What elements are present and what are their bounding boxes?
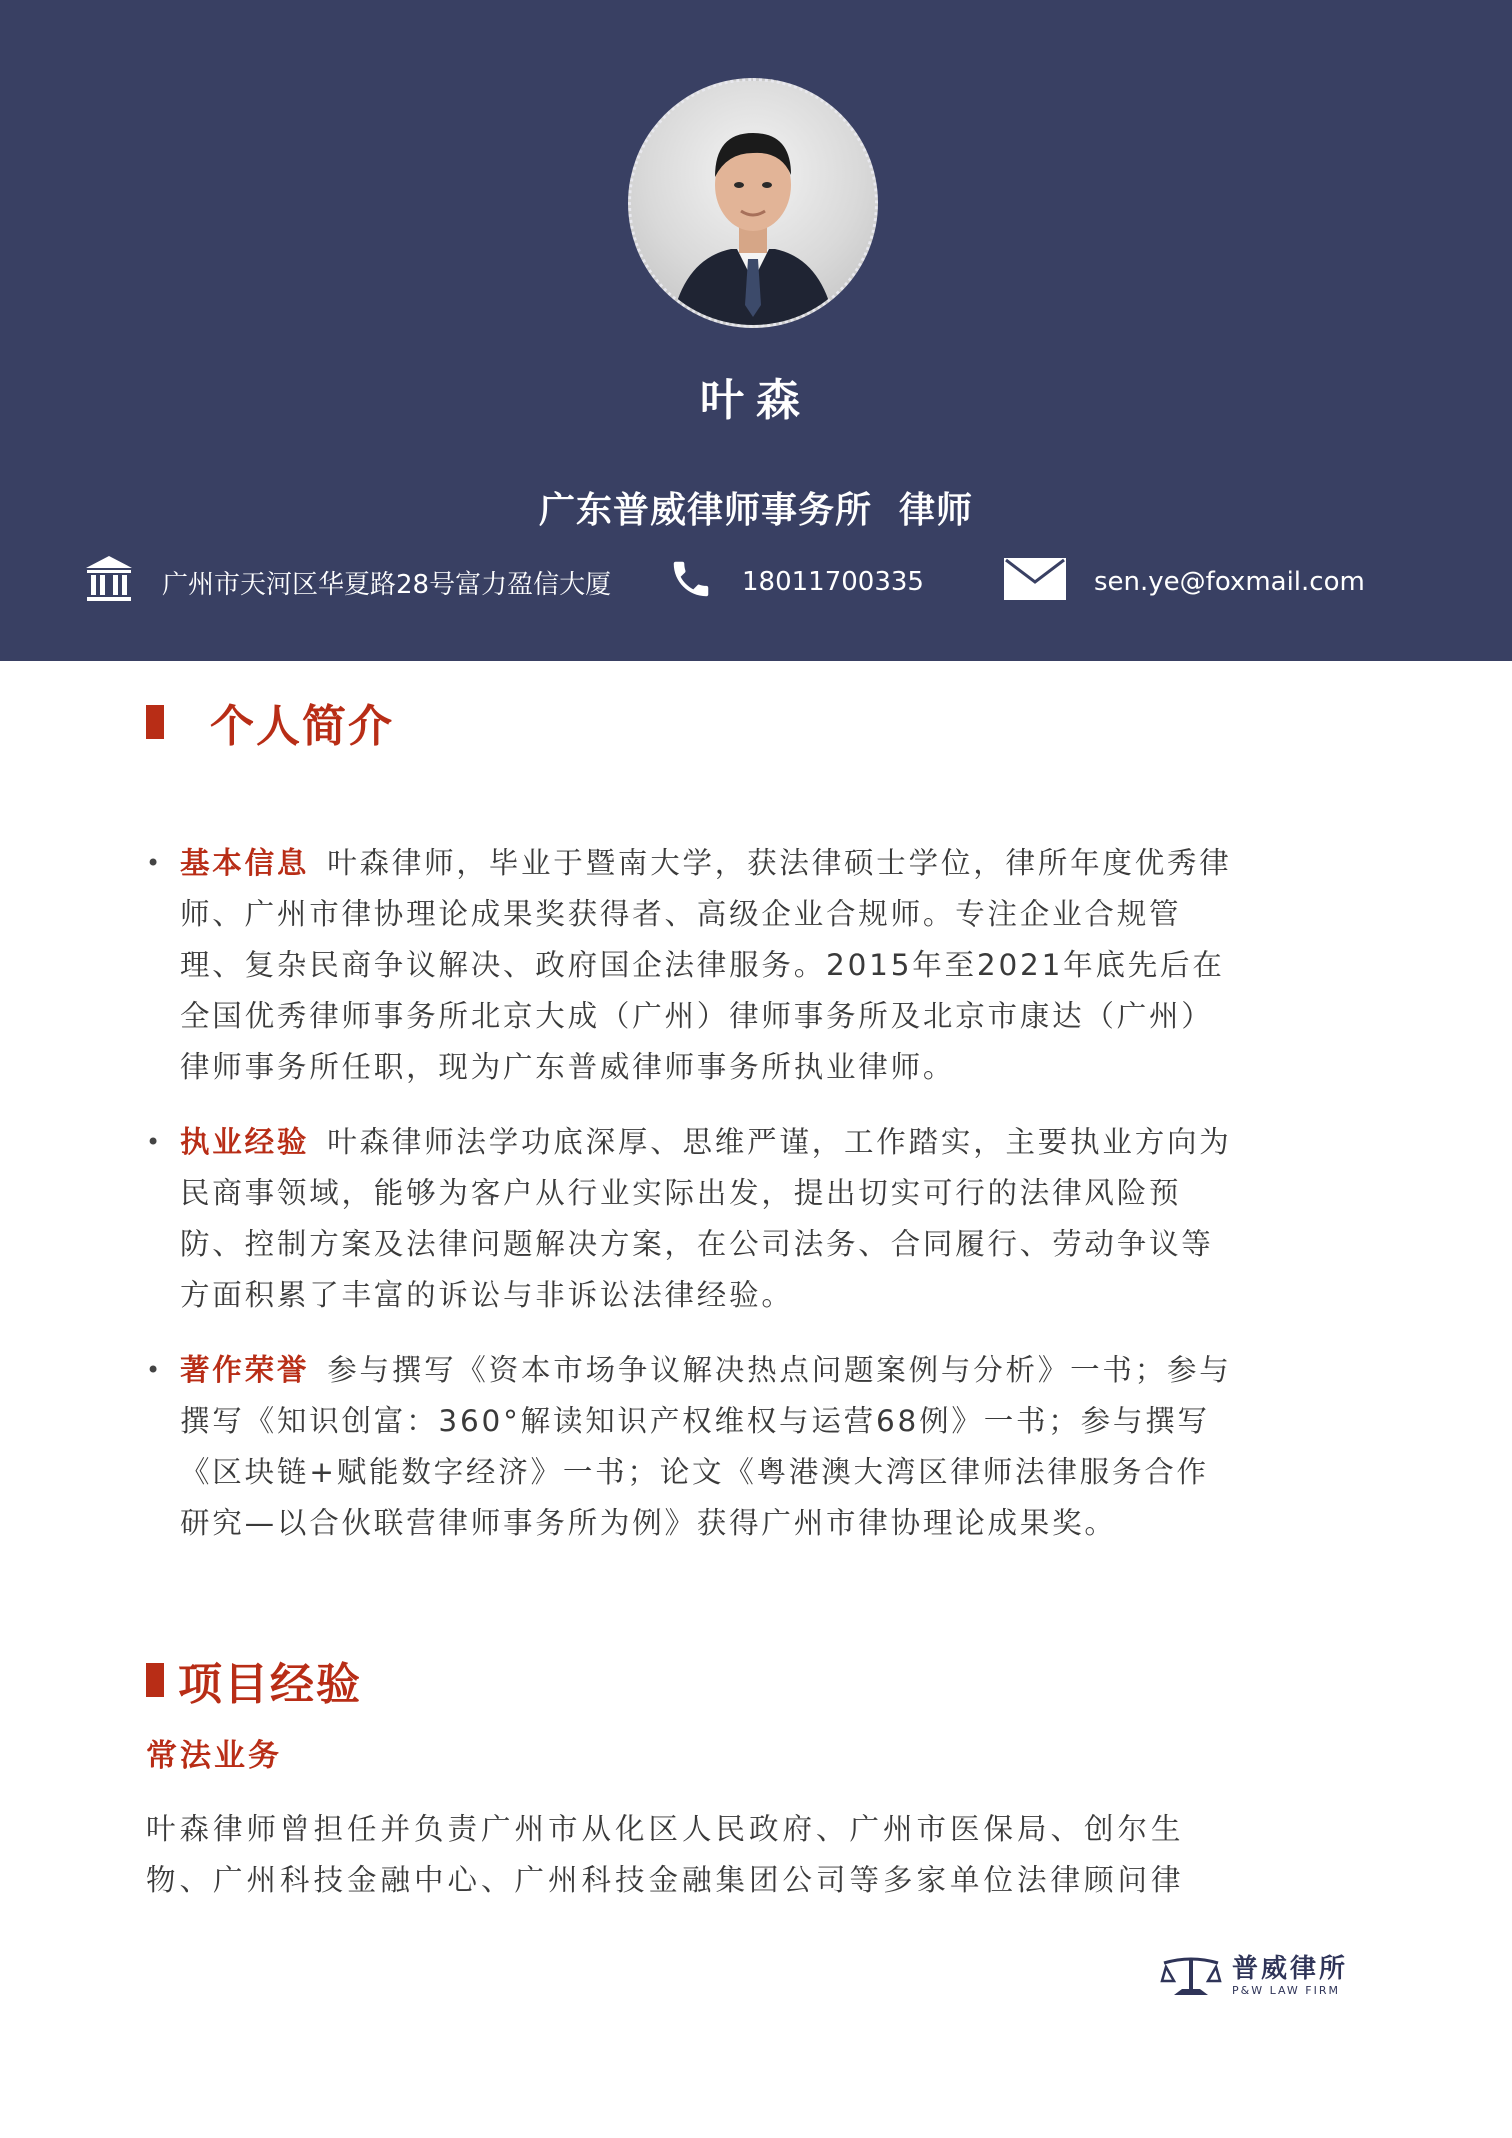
bullet-text: 参与撰写《资本市场争议解决热点问题案例与分析》一书；参与撰写《知识创富：360°解读知识产权维权与运营68例》一书；参与撰写《区块链+赋能数字经济》一书；论文《粤港澳大湾区律师法律服务合作研究—以合伙联营律师事务所为例》获得广州市律协理论成果奖。 xyxy=(180,1353,1232,1540)
bank-building-icon xyxy=(84,554,134,611)
intro-list xyxy=(146,838,1236,1573)
bullet-label: 基本信息 xyxy=(180,846,310,880)
bullet-text: 叶森律师法学功底深厚、思维严谨，工作踏实，主要执业方向为民商事领域，能够为客户从行业实际出发，提出切实可行的法律风险预防、控制方案及法律问题解决方案，在公司法务、合同履行、劳动争议等方面积累了丰富的诉讼与非诉讼法律经验。 xyxy=(180,1125,1232,1312)
list-item xyxy=(146,1117,1236,1321)
section-marker xyxy=(146,705,164,739)
email-link[interactable]: sen.ye@foxmail.com xyxy=(1094,567,1365,597)
firm-title: 广东普威律师事务所 律师 xyxy=(538,490,974,531)
subhead-retainer: 常法业务 xyxy=(146,1738,282,1774)
phone-icon xyxy=(668,556,714,609)
logo-chinese: 普威律所 xyxy=(1232,1954,1349,1984)
contact-phone xyxy=(668,550,924,614)
phone-text[interactable]: 18011700335 xyxy=(742,567,924,597)
envelope-icon xyxy=(1004,558,1066,607)
section-header-intro xyxy=(146,690,394,754)
section-title-projects: 项目经验 xyxy=(178,1659,362,1710)
bullet-label: 执业经验 xyxy=(180,1125,310,1159)
firm-logo xyxy=(1160,1953,1348,1999)
address-text: 广州市天河区华夏路28号富力盈信大厦 xyxy=(162,569,612,600)
section-marker xyxy=(146,1663,164,1697)
bullet-label: 著作荣誉 xyxy=(180,1353,310,1387)
logo-english: P&W LAW FIRM xyxy=(1232,1984,1340,1997)
contact-address xyxy=(84,550,611,614)
profile-name: 叶森 xyxy=(700,375,812,426)
scales-logo-icon xyxy=(1160,1953,1222,1999)
list-item xyxy=(146,838,1236,1093)
projects-paragraph: 叶森律师曾担任并负责广州市从化区人民政府、广州市医保局、创尔生物、广州科技金融中心、广州科技金融集团公司等多家单位法律顾问律 xyxy=(146,1812,1185,1897)
bullet-text: 叶森律师，毕业于暨南大学，获法律硕士学位，律所年度优秀律师、广州市律协理论成果奖获得者、高级企业合规师。专注企业合规管理、复杂民商争议解决、政府国企法律服务。2015年至2021年底先后在全国优秀律师事务所北京大成（广州）律师事务所及北京市康达（广州）律师事务所任职，现为广东普威律师事务所执业律师。 xyxy=(180,846,1232,1084)
profile-photo xyxy=(628,78,878,328)
section-header-projects xyxy=(146,1648,362,1712)
person-silhouette-icon xyxy=(631,81,875,325)
section-title-intro: 个人简介 xyxy=(210,701,394,752)
profile-header xyxy=(0,0,1512,661)
contact-email xyxy=(1004,550,1365,614)
list-item xyxy=(146,1345,1236,1549)
